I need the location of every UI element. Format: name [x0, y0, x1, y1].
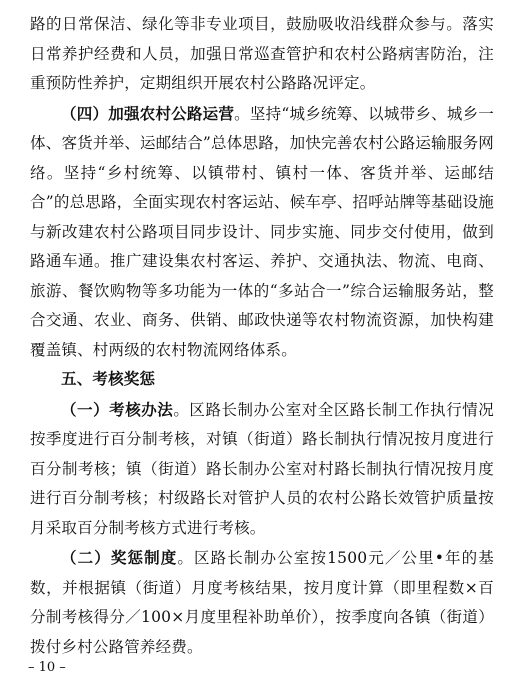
paragraph-rural-road-operation: [30, 99, 494, 366]
paragraph-text: 。区路长制办公室按1500元／公里•年的基数，并根据镇（街道）月度考核结果，按月度计算（即里程数×百分制考核得分／100×月度里程补助单价），按季度向各镇（街道）拨付乡村公路管养经费。: [30, 549, 494, 656]
paragraph-reward-system: [30, 543, 494, 662]
paragraph-continuation: [30, 10, 494, 99]
paragraph-text: 。坚持“城乡统筹、以城带乡、城乡一体、客货并举、运邮结合”总体思路，加快完善农村公路运输服务网络。坚持“乡村统筹、以镇带村、镇村一体、客货并举、运邮结合”的总思路，全面实现农村客运站、候车亭、招呼站牌等基础设施与新改建农村公路项目同步设计、同步实施、同步交付使用，做到路通车通。推广建设集农村客运、养护、交通执法、物流、电商、旅游、餐饮购物等多功能为一体的“多站合一”综合运输服务站，整合交通、农业、商务、供销、邮政快递等农村物流资源，加快构建覆盖镇、村两级的农村物流网络体系。: [30, 104, 495, 359]
section-heading: 五、考核奖惩: [61, 370, 156, 388]
paragraph-text: 。区路长制办公室对全区路长制工作执行情况按季度进行百分制考核，对镇（街道）路长制执行情况按月度进行百分制考核；镇（街道）路长制办公室对村路长制执行情况按月度进行百分制考核；村级路长对管护人员的农村公路长效管护质量按月采取百分制考核方式进行考核。: [30, 400, 494, 537]
paragraph-lead: （四）加强农村公路运营: [61, 103, 235, 123]
paragraph-lead: （一）考核办法: [61, 399, 174, 419]
paragraph-assessment-method: [30, 395, 494, 544]
paragraph-text: 路的日常保洁、绿化等非专业项目，鼓励吸收沿线群众参与。落实日常养护经费和人员，加强日常巡查管护和农村公路病害防治，注重预防性养护，定期组织开展农村公路路况评定。: [30, 15, 494, 92]
paragraph-lead: （二）奖惩制度: [61, 548, 178, 567]
page-number: – 10 –: [28, 660, 66, 675]
document-body: [30, 10, 494, 662]
